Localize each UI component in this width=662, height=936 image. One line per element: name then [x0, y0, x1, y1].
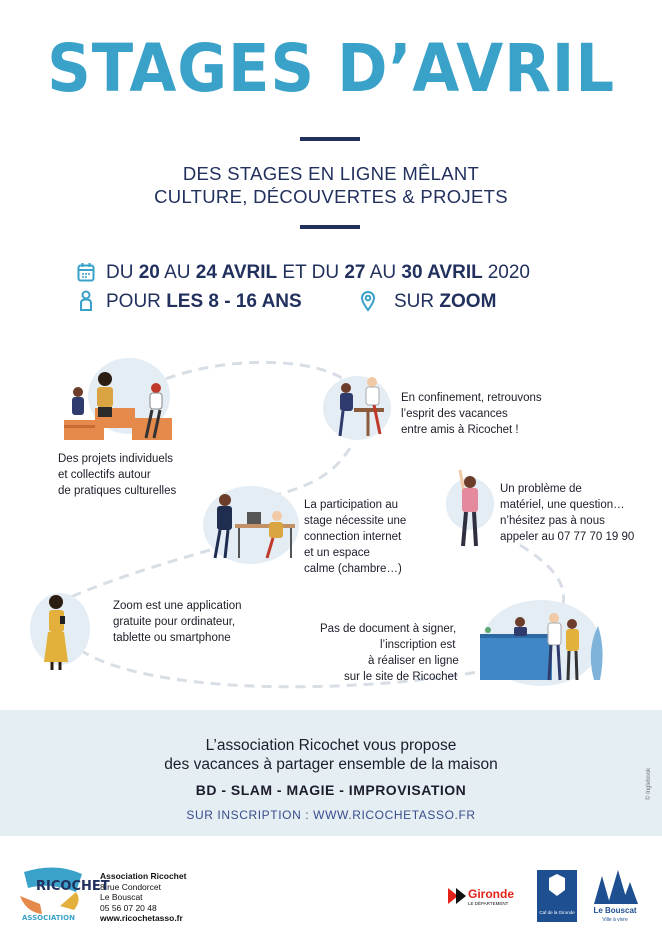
gironde-logo-text: Gironde — [468, 887, 515, 901]
note-document-line: l’inscription est — [380, 639, 456, 651]
note-document-line: à réaliser en ligne — [368, 655, 459, 667]
note-projects-line: et collectifs autour — [58, 469, 151, 481]
person-icon — [78, 290, 94, 312]
note-zoom-line: gratuite pour ordinateur, — [113, 616, 236, 628]
note-document-line: Pas de document à signer, — [320, 623, 457, 635]
org-phone: 05 56 07 20 48 — [100, 902, 157, 913]
dates-line — [106, 262, 530, 284]
le-bouscat-logo-text: Le Bouscat — [593, 906, 637, 915]
le-bouscat-logo-sub: Ville à vivre — [602, 917, 628, 923]
note-projects-line: Des projets individuels — [58, 453, 174, 465]
dates-et-du: ET DU — [282, 262, 340, 283]
subtitle — [0, 162, 662, 208]
note-material-line: matériel, une question… — [500, 499, 625, 511]
ages-line — [106, 291, 302, 313]
note-material-line: Un problème de — [500, 483, 582, 495]
subtitle-line-1: DES STAGES EN LIGNE MÊLANT — [182, 163, 480, 184]
note-participation — [304, 497, 406, 577]
ricochet-logo-sub: ASSOCIATION — [22, 914, 75, 922]
note-projects-line: de pratiques culturelles — [58, 485, 177, 497]
caf-logo — [537, 870, 577, 922]
waving-woman-illustration — [450, 466, 490, 550]
people-group-illustration — [60, 370, 175, 442]
location-pin-icon — [360, 290, 376, 312]
registration-link[interactable]: SUR INSCRIPTION : WWW.RICOCHETASSO.FR — [186, 808, 476, 822]
org-city: Le Bouscat — [100, 892, 143, 902]
ricochet-logo-text: RICOCHET — [36, 879, 110, 894]
dates-au-1: AU — [164, 262, 191, 283]
page-title: STAGES D’AVRIL — [47, 30, 615, 107]
note-document-line: sur le site de Ricochet — [344, 671, 458, 683]
date-start-1: 20 — [138, 262, 160, 283]
note-confinement-line: l’esprit des vacances — [401, 408, 508, 420]
date-start-2: 27 — [344, 262, 366, 283]
note-zoom-line: tablette ou smartphone — [113, 632, 231, 644]
date-end-2: 30 AVRIL — [401, 262, 483, 283]
platform-line — [394, 291, 496, 313]
divider-bottom — [300, 225, 360, 229]
band-line-1: L’association Ricochet vous propose — [205, 737, 457, 754]
dates-au-2: AU — [369, 262, 397, 283]
note-confinement-line: En confinement, retrouvons — [401, 392, 542, 404]
org-name: Association Ricochet — [100, 871, 187, 881]
note-participation-line: et un espace — [304, 547, 370, 559]
note-material-line: n’hésitez pas à nous — [500, 515, 605, 527]
illustration-credit: © Inglebook — [646, 767, 652, 800]
note-zoom-line: Zoom est une application — [113, 600, 242, 612]
org-website[interactable]: www.ricochetasso.fr — [100, 913, 183, 923]
org-street: 8 rue Condorcet — [100, 881, 161, 892]
note-projects — [58, 451, 176, 499]
note-participation-line: calme (chambre…) — [304, 563, 402, 575]
date-end-1: 24 AVRIL — [195, 262, 278, 283]
friends-table-illustration — [330, 374, 400, 442]
note-confinement — [401, 390, 542, 438]
subtitle-line-2: CULTURE, DÉCOUVERTES & PROJETS — [154, 186, 508, 207]
phone-woman-illustration — [40, 592, 76, 672]
note-zoom — [113, 598, 242, 646]
gironde-logo-sub: LE DÉPARTEMENT — [468, 901, 509, 906]
address-block — [100, 871, 186, 924]
platform-name: ZOOM — [439, 291, 497, 312]
platform-sur: SUR — [394, 291, 435, 312]
note-participation-line: stage nécessite une — [304, 515, 407, 527]
calendar-icon — [77, 262, 95, 282]
band-line-2: des vacances à partager ensemble de la maison — [164, 756, 498, 773]
le-bouscat-logo — [588, 866, 642, 924]
ages-range: LES 8 - 16 ANS — [166, 291, 302, 312]
note-participation-line: La participation au — [304, 499, 398, 511]
ages-pour: POUR — [106, 291, 161, 312]
dates-year: 2020 — [487, 262, 530, 283]
reception-desk-illustration — [474, 600, 610, 686]
divider-top — [300, 137, 360, 141]
activities-list: BD - SLAM - MAGIE - IMPROVISATION — [195, 782, 467, 798]
caf-logo-text: Caf de la Gironde — [539, 910, 575, 915]
note-document — [320, 621, 459, 685]
gironde-logo — [446, 884, 526, 908]
note-participation-line: connection internet — [304, 531, 402, 543]
note-material-line: appeler au 07 77 70 19 90 — [500, 531, 635, 543]
note-material — [500, 481, 634, 545]
note-confinement-line: entre amis à Ricochet ! — [401, 424, 519, 436]
ricochet-logo — [16, 866, 110, 922]
laptop-desk-illustration — [203, 492, 301, 564]
dates-du: DU — [106, 262, 134, 283]
